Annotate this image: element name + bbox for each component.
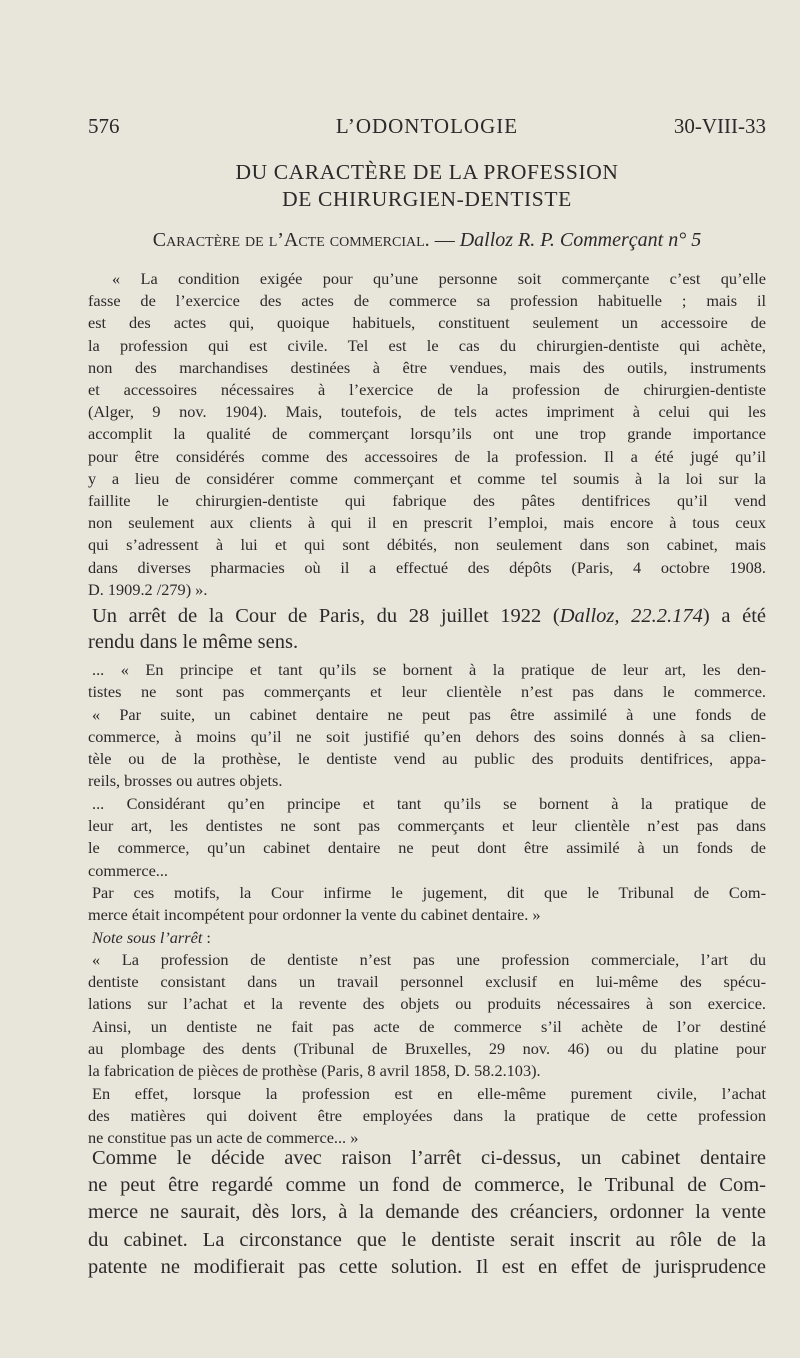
text-line: (Alger, 9 nov. 1904). Mais, toutefois, de tels actes impriment à celui qui les	[88, 402, 766, 422]
text-line	[88, 603, 766, 629]
text-line: commerce, à moins qu’il ne soit justifié qu’en dehors des soins donnés à sa clien-	[88, 726, 766, 746]
text-line: « La condition exigée pour qu’une personne soit commerçante c’est qu’elle	[112, 269, 766, 288]
text-line: pour être considérés comme des accessoires de la profession. Il a été jugé qu’il	[88, 446, 766, 466]
text-line: non seulement aux clients à qui il en prescrit l’emploi, mais encore à tous ceux	[88, 513, 766, 533]
text-line: non des marchandises destinées à être vendues, mais des outils, instruments	[88, 357, 766, 377]
quotation-dalloz	[88, 268, 766, 601]
subheading-reference: Dalloz R. P. Commerçant n° 5	[459, 229, 702, 251]
paragraph-arret-paris	[88, 603, 766, 655]
text-line: « La profession de dentiste n’est pas une profession commerciale, l’art du	[92, 949, 766, 969]
note-suffix: :	[202, 927, 211, 947]
text-line: ... « En principe et tant qu’ils se bornent à la pratique de leur art, les den-	[92, 660, 766, 679]
text-line: tèle ou de la prothèse, le dentiste vend au public des produits dentifrices, appa-	[88, 749, 766, 769]
text-line: est des actes qui, quoique habituels, constituent seulement un accessoire de	[88, 313, 766, 333]
subheading-dash: —	[429, 229, 460, 251]
text-line: ne constitue pas un acte de commerce... »	[88, 1128, 359, 1148]
text-line: Ainsi, un dentiste ne fait pas acte de commerce s’il achète de l’or destiné	[92, 1016, 766, 1036]
section-subheading	[88, 229, 766, 252]
note-label: Note sous l’arrêt	[92, 927, 203, 947]
text-line: merce ne saurait, dès lors, à la demande des créanciers, ordonner la vente	[88, 1201, 766, 1224]
text-line: merce était incompétent pour ordonner la vente du cabinet dentaire. »	[88, 905, 541, 925]
text-line: la fabrication de pièces de prothèse (Paris, 8 avril 1858, D. 58.2.103).	[88, 1061, 541, 1081]
text-segment: Un arrêt de la Cour de Paris, du 28 juillet 1922 (	[92, 605, 560, 627]
quotation-arret	[88, 659, 766, 1150]
text-line: ne peut être regardé comme un fond de commerce, le Tribunal de Com-	[88, 1174, 766, 1197]
text-line: lations sur l’achat et la revente des objets ou produits nécessaires à son exercice.	[88, 994, 766, 1014]
text-line: du cabinet. La circonstance que le dentiste serait inscrit au rôle de la	[88, 1228, 766, 1251]
text-line: leur art, les dentistes ne sont pas commerçants et leur clientèle n’est pas dans	[88, 816, 766, 836]
running-header	[88, 113, 766, 139]
text-line: commerce...	[88, 860, 169, 880]
text-line: reils, brosses ou autres objets.	[88, 771, 283, 791]
text-line: En effet, lorsque la profession est en elle-même purement civile, l’achat	[92, 1083, 766, 1103]
text-line: accomplit la qualité de commerçant lorsqu’ils ont une trop grande importance	[88, 424, 766, 444]
subheading-smallcaps: Caractère de l’Acte commercial.	[152, 229, 430, 251]
text-line: fasse de l’exercice des actes de commerce sa profession habituelle ; mais il	[88, 291, 766, 311]
text-line: faillite le chirurgien-dentiste qui fabrique des pâtes dentifrices qu’il vend	[88, 491, 766, 511]
text-line: « Par suite, un cabinet dentaire ne peut pas être assimilé à une fonds de	[92, 704, 766, 724]
text-line: dentiste consistant dans un travail personnel exclusif en lui-même des spécu-	[88, 972, 766, 992]
citation-italic: Dalloz, 22.2.174	[559, 605, 703, 627]
text-line: des matières qui doivent être employées dans la pratique de cette profession	[88, 1105, 766, 1125]
issue-date: 30-VIII-33	[673, 114, 766, 138]
text-line: ... Considérant qu’en principe et tant qu’ils se bornent à la pratique de	[92, 793, 766, 813]
text-line: dans diverses pharmacies où il a effectué des dépôts (Paris, 4 octobre 1908.	[88, 557, 766, 577]
text-line: le commerce, qu’un cabinet dentaire ne peut dont être assimilé à un fonds de	[88, 838, 766, 858]
note-heading	[88, 927, 766, 949]
text-line: et accessoires nécessaires à l’exercice de la profession de chirurgien-dentiste	[88, 380, 766, 400]
text-segment: ) a été	[702, 605, 766, 627]
text-line: patente ne modifierait pas cette solution. Il est en effet de jurisprudence	[88, 1255, 766, 1278]
article-title-line-2: DE CHIRURGIEN-DENTISTE	[282, 187, 572, 211]
text-line: au plombage des dents (Tribunal de Bruxelles, 29 nov. 46) ou du platine pour	[88, 1039, 766, 1059]
text-line: Comme le décide avec raison l’arrêt ci-dessus, un cabinet dentaire	[92, 1147, 766, 1169]
text-line: rendu dans le même sens.	[88, 631, 299, 653]
paragraph-commentary	[88, 1145, 766, 1281]
text-line: y a lieu de considérer comme commerçant et comme tel soumis à la loi sur la	[88, 468, 766, 488]
text-line: tistes ne sont pas commerçants et leur clientèle n’est pas dans le commerce.	[88, 682, 766, 702]
article-title-line-1: DU CARACTÈRE DE LA PROFESSION	[235, 160, 619, 184]
text-line: D. 1909.2 /279) ».	[88, 579, 208, 599]
text-line: Par ces motifs, la Cour infirme le jugement, dit que le Tribunal de Com-	[92, 882, 766, 902]
page-number: 576	[88, 114, 120, 138]
journal-title: L’ODONTOLOGIE	[335, 114, 519, 138]
text-line: la profession qui est civile. Tel est le cas du chirurgien-dentiste qui achète,	[88, 335, 766, 355]
text-line: qui s’adressent à lui et qui sont débités, non seulement dans son cabinet, mais	[88, 535, 766, 555]
